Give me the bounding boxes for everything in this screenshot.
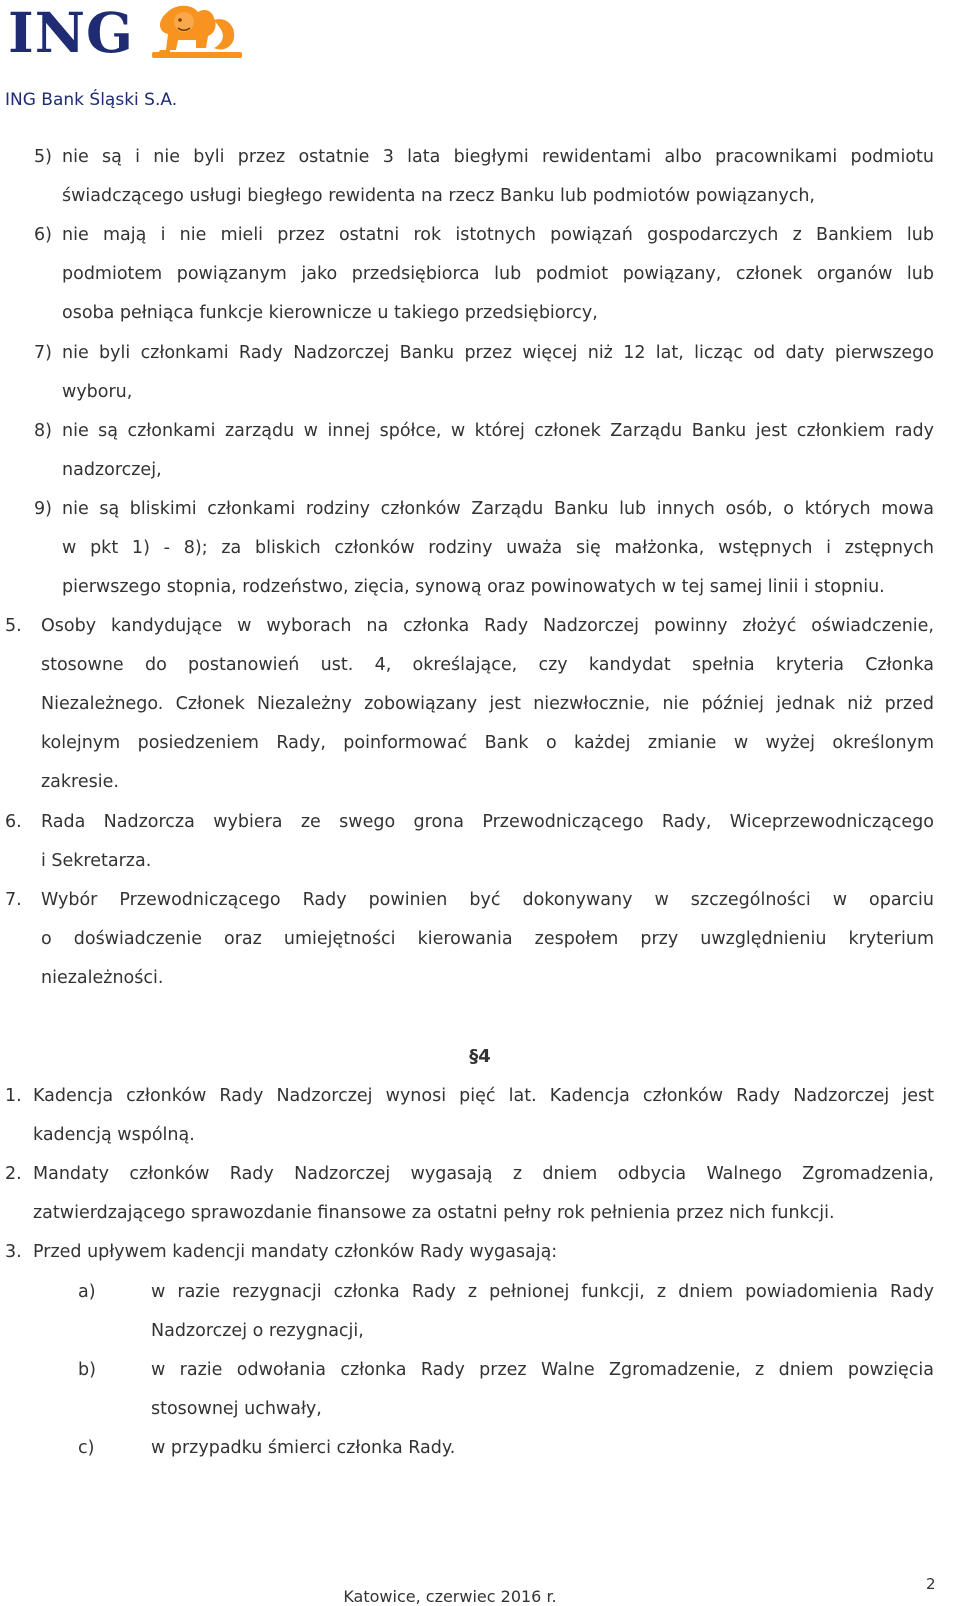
list-item-number: 3. bbox=[5, 1242, 22, 1263]
list-item-line: pierwszego stopnia, rodzeństwo, zięcia, synową oraz powinowatych w tej samej linii i stopniu. bbox=[62, 577, 885, 598]
list-item-line: nie są i nie byli przez ostatnie 3 lata biegłymi rewidentami albo pracownikami podmiotu bbox=[62, 147, 934, 167]
list-item-line: zakresie. bbox=[41, 772, 119, 793]
lion-icon bbox=[148, 4, 243, 62]
list-item-line: Mandaty członków Rady Nadzorczej wygasają z dniem odbycia Walnego Zgromadzenia, bbox=[33, 1164, 934, 1185]
section-heading: §4 bbox=[469, 1046, 491, 1067]
list-item-line: o doświadczenie oraz umiejętności kierowania zespołem przy uwzględnieniu kryterium bbox=[41, 928, 934, 949]
list-item-line: zatwierdzającego sprawozdanie finansowe za ostatni pełny rok pełnienia przez nich funkcji. bbox=[33, 1203, 835, 1224]
list-item-number: 8) bbox=[34, 420, 52, 441]
list-item-line: podmiotem powiązanym jako przedsiębiorca lub podmiot powiązany, członek organów lub bbox=[62, 264, 934, 285]
list-item-line: stosownej uchwały, bbox=[151, 1399, 322, 1420]
list-item-number: 9) bbox=[34, 498, 52, 519]
list-item-number: 7) bbox=[34, 342, 52, 363]
page-number: 2 bbox=[926, 1575, 936, 1593]
list-item-number: a) bbox=[78, 1282, 96, 1302]
list-item-line: Osoby kandydujące w wyborach na członka Rady Nadzorczej powinny złożyć oświadczenie, bbox=[41, 616, 934, 636]
list-item-line: nie byli członkami Rady Nadzorczej Banku przez więcej niż 12 lat, licząc od daty pierwszego bbox=[62, 342, 934, 363]
list-item-line: Kadencja członków Rady Nadzorczej wynosi pięć lat. Kadencja członków Rady Nadzorczej jest bbox=[33, 1086, 934, 1106]
list-item-line: Niezależnego. Członek Niezależny zobowiązany jest niezwłocznie, nie później jednak niż przed bbox=[41, 694, 934, 715]
list-item-number: 7. bbox=[5, 889, 22, 910]
list-item-line: nie są członkami zarządu w innej spółce, w której członek Zarządu Banku jest członkiem rady bbox=[62, 420, 934, 441]
list-item-number: c) bbox=[78, 1438, 95, 1459]
list-item-number: 6. bbox=[5, 811, 22, 832]
list-item-number: 2. bbox=[5, 1164, 22, 1185]
list-item-number: 6) bbox=[34, 225, 52, 246]
list-item-line: wyboru, bbox=[62, 381, 133, 402]
list-item-line: nie mają i nie mieli przez ostatni rok istotnych powiązań gospodarczych z Bankiem lub bbox=[62, 225, 934, 246]
list-item-line: i Sekretarza. bbox=[41, 850, 152, 871]
list-item-line: niezależności. bbox=[41, 967, 164, 988]
list-item-line: nadzorczej, bbox=[62, 459, 162, 480]
list-item-line: w przypadku śmierci członka Rady. bbox=[151, 1438, 456, 1459]
list-item-line: stosowne do postanowień ust. 4, określające, czy kandydat spełnia kryteria Członka bbox=[41, 655, 934, 676]
list-item-number: 5. bbox=[5, 616, 22, 636]
list-item-number: 5) bbox=[34, 147, 52, 167]
list-item-number: b) bbox=[78, 1360, 96, 1381]
footer-text: Katowice, czerwiec 2016 r. bbox=[343, 1587, 557, 1606]
bank-name: ING Bank Śląski S.A. bbox=[5, 90, 178, 110]
list-item-line: nie są bliskimi członkami rodziny członków Zarządu Banku lub innych osób, o których mowa bbox=[62, 498, 934, 519]
list-item-line: Nadzorczej o rezygnacji, bbox=[151, 1321, 364, 1342]
list-item-line: świadczącego usługi biegłego rewidenta na rzecz Banku lub podmiotów powiązanych, bbox=[62, 186, 815, 207]
list-item-line: kadencją wspólną. bbox=[33, 1125, 195, 1146]
list-item-line: kolejnym posiedzeniem Rady, poinformować Bank o każdej zmianie w wyżej określonym bbox=[41, 733, 934, 754]
list-item-line: Rada Nadzorcza wybiera ze swego grona Przewodniczącego Rady, Wiceprzewodniczącego bbox=[41, 811, 934, 832]
list-item-line: Przed upływem kadencji mandaty członków Rady wygasają: bbox=[33, 1242, 558, 1263]
list-item-line: w razie rezygnacji członka Rady z pełnionej funkcji, z dniem powiadomienia Rady bbox=[151, 1282, 934, 1302]
list-item-line: osoba pełniąca funkcje kierownicze u takiego przedsiębiorcy, bbox=[62, 303, 598, 324]
ing-logo-text: ING bbox=[8, 0, 134, 65]
list-item-line: w pkt 1) - 8); za bliskich członków rodziny uważa się małżonka, wstępnych i zstępnych bbox=[62, 538, 934, 558]
list-item-line: w razie odwołania członka Rady przez Walne Zgromadzenie, z dniem powzięcia bbox=[151, 1360, 934, 1381]
list-item-number: 1. bbox=[5, 1086, 22, 1106]
list-item-line: Wybór Przewodniczącego Rady powinien być dokonywany w szczególności w oparciu bbox=[41, 889, 934, 910]
